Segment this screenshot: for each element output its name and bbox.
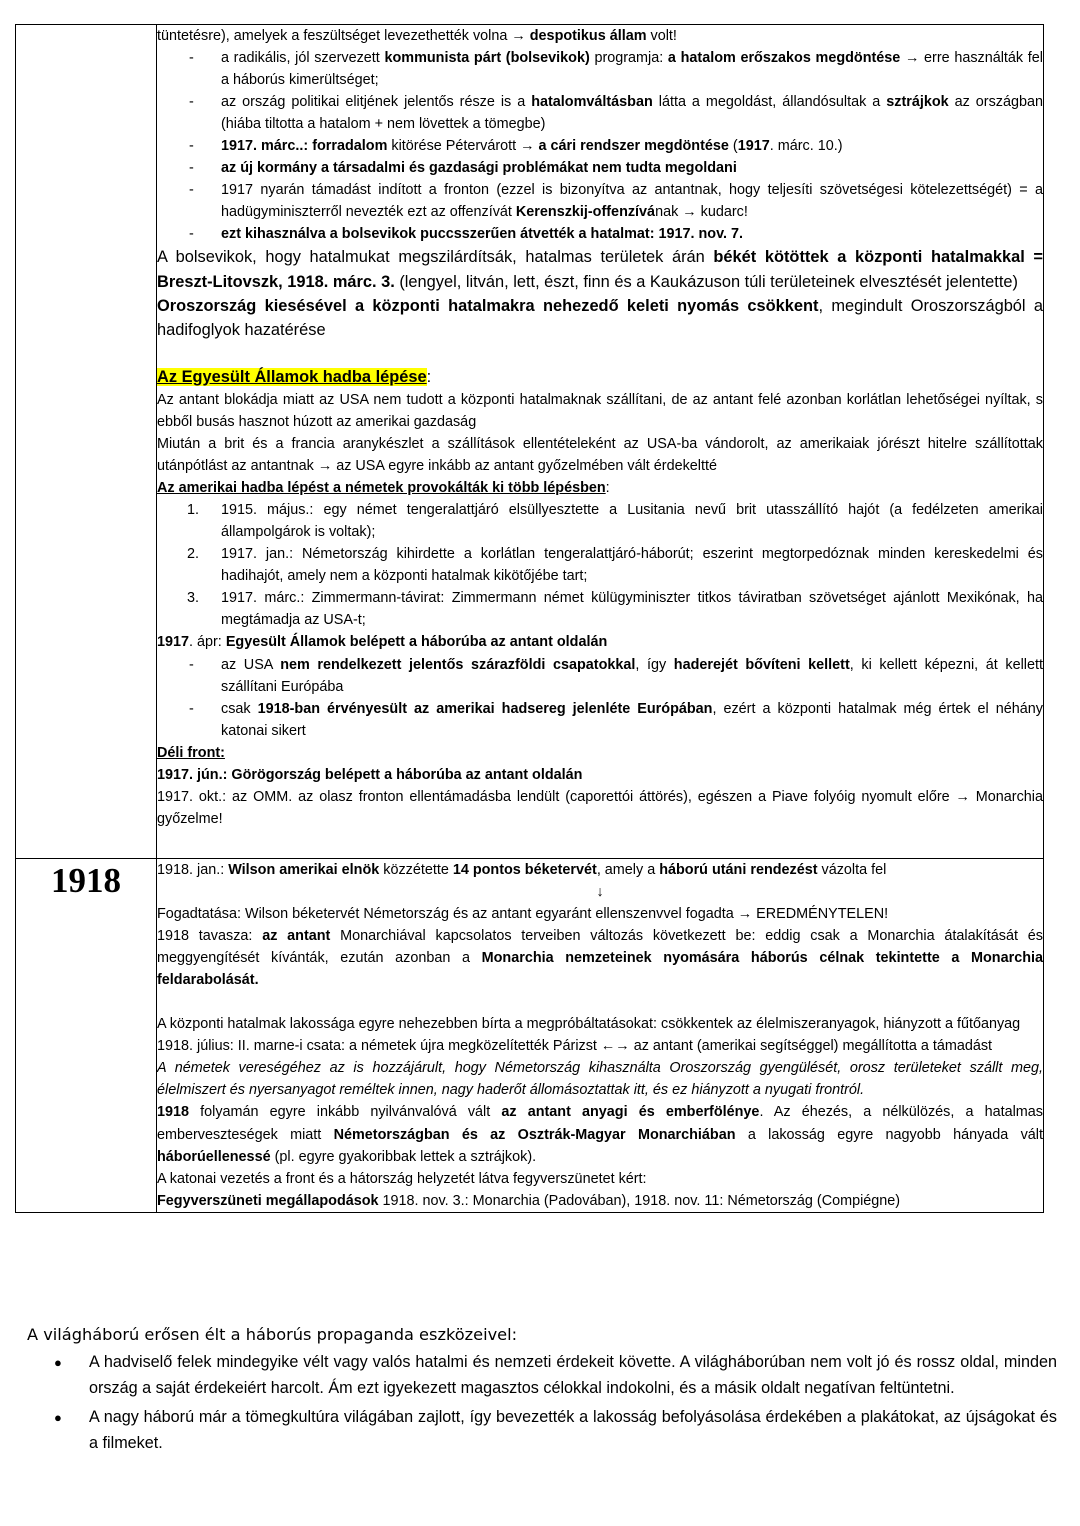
text-run: 1918	[157, 1104, 190, 1121]
list-item-text	[221, 587, 1043, 631]
dash-marker: -	[189, 700, 194, 717]
text-run: 1917. okt.: az OMM. az olasz fronton ellentámadásba lendült (caporettói áttörés), egészen a Piave folyóig nyomult előre → Monarchia győzelme!	[157, 788, 1043, 827]
text-run: haderejét bővíteni kellett	[673, 656, 850, 673]
text-run: folyamán egyre inkább nyilvánvalóvá vált	[189, 1104, 502, 1121]
text-run: 1917	[157, 634, 190, 651]
paragraph	[157, 631, 1043, 653]
paragraph	[157, 925, 1043, 991]
paragraph-large	[157, 245, 1043, 294]
list-item-text	[221, 698, 1043, 742]
paragraph	[157, 1168, 1043, 1190]
bullet-icon: ●	[54, 1355, 62, 1370]
text-run: sztrájkok	[886, 94, 949, 111]
text-run: tüntetésre), amelyek a feszültséget levezethették volna →	[157, 28, 530, 44]
text-run: az országban (hiába tiltotta a hatalom + nem lövettek a tömegbe)	[221, 94, 1043, 133]
list-item-text	[221, 499, 1043, 543]
notes-list	[27, 1350, 1057, 1457]
text-run: az új kormány a társadalmi és gazdasági problémákat nem tudta megoldani	[221, 160, 737, 177]
section-heading	[157, 365, 1043, 389]
paragraph	[157, 1035, 1043, 1057]
text-run: , amely a	[596, 862, 660, 878]
text-run: 1918-ban érvényesült az amerikai hadsereg jelenléte Európában	[257, 700, 713, 717]
dash-marker: -	[189, 94, 194, 111]
paragraph	[157, 764, 1043, 786]
content-cell	[157, 859, 1044, 1213]
text-run: .	[218, 766, 223, 783]
dash-list-item	[157, 47, 1043, 91]
numbered-list-item	[157, 587, 1043, 631]
text-run: 1917. márc..: forradalom	[221, 138, 388, 155]
text-run: 1917	[737, 138, 770, 155]
text-run: : Görögország belépett a háborúba az antant oldalán	[222, 766, 583, 783]
text-run: háború utáni rendezést	[659, 862, 818, 878]
text-run: 1918 tavasza:	[157, 928, 263, 945]
text-run: 1918. nov. 3.: Monarchia (Padovában), 1918. nov. 11: Németország (Compiégne)	[378, 1192, 901, 1209]
table-row	[16, 25, 1044, 859]
paragraph	[157, 389, 1043, 433]
paragraph	[157, 25, 1043, 47]
paragraph	[157, 1101, 1043, 1167]
text-run: kommunista párt (bolsevikok)	[384, 50, 590, 67]
text-run: :	[605, 480, 610, 497]
list-item-text	[221, 157, 1043, 179]
text-run: . ápr:	[189, 634, 226, 651]
dash-marker: -	[189, 160, 194, 177]
text-run: 1918. jan.:	[157, 862, 229, 878]
dash-marker: -	[189, 182, 194, 199]
text-run: Fegyverszüneti megállapodások	[157, 1192, 379, 1209]
text-run: az antant anyagi és emberfölénye	[501, 1104, 760, 1121]
text-run: kitörése Pétervárott →	[387, 138, 539, 155]
bullet-icon: ●	[54, 1410, 62, 1426]
text-run: . márc. 10.)	[769, 138, 843, 155]
year-cell	[16, 859, 157, 1213]
text-run: 1918. július: II. marne-i csata: a németek újra megközelítették Párizst ←→ az antant (amerikai segítséggel) megállította a támadást	[157, 1038, 993, 1055]
text-run: 1917 nyarán támadást indított a fronton (ezzel is bizonyítva az antantnak, hogy teljesíti szövetségesi kötelezettségét) = a hadügyminiszterről nevezték ezt az offenzívát	[221, 182, 1043, 221]
list-item-text	[221, 543, 1043, 587]
list-item-text	[221, 179, 1043, 223]
list-number: 3.	[187, 590, 200, 607]
text-run: Németországban és az Osztrák-Magyar Monarchiában	[333, 1126, 736, 1143]
spacer	[157, 991, 1043, 1013]
numbered-list-item	[157, 499, 1043, 543]
paragraph	[157, 1057, 1043, 1101]
text-run: A németek vereségéhez az is hozzájárult, hogy Németország kihasználta Oroszország gyengülését, orosz területeket szállt meg, élelmiszert és nyersanyagot reméltek innen, nagy haderőt állomásoztattak itt, és ez hiányzott a nyugati frontról.	[157, 1060, 1043, 1099]
numbered-list-item	[157, 543, 1043, 587]
text-run: volt!	[646, 28, 677, 44]
propaganda-notes	[27, 1322, 1057, 1461]
spacer	[157, 343, 1043, 365]
dash-list-item	[157, 135, 1043, 157]
dash-marker: -	[189, 50, 194, 67]
text-run: Egyesült Államok belépett a háborúba az antant oldalán	[225, 634, 608, 651]
text-run: a hatalom erőszakos megdöntése	[667, 50, 901, 67]
notes-list-item	[27, 1405, 1057, 1456]
history-table	[15, 24, 1044, 1213]
notes-list-item	[27, 1350, 1057, 1401]
text-run: 1917. jún	[157, 766, 219, 783]
text-run: (lengyel, litván, lett, észt, finn és a Kaukázuson túli területeinek elvesztését jelentette)	[394, 272, 1018, 291]
text-run: látta a megoldást, állandósultak a	[652, 94, 887, 111]
dash-list-item	[157, 698, 1043, 742]
text-run: Wilson amerikai elnök	[228, 862, 380, 878]
text-run: A központi hatalmak lakossága egyre nehezebben bírta a megpróbáltatásokat: csökkentek az élelmiszeranyagok, hiányzott a fűtőanyag	[157, 1016, 1021, 1033]
text-run: háborúellenessé	[157, 1148, 271, 1165]
text-run: a radikális, jól szervezett	[221, 50, 385, 67]
paragraph	[157, 1013, 1043, 1035]
text-run: (	[728, 138, 738, 155]
list-number: 2.	[187, 546, 200, 563]
list-item-text	[221, 91, 1043, 135]
text-run: (pl. egyre gyakoribbak lettek a sztrájkok).	[270, 1148, 537, 1165]
paragraph	[157, 903, 1043, 925]
list-item-text	[221, 654, 1043, 698]
text-run: Kerenszkij-offenzívá	[515, 204, 656, 221]
text-run: Oroszország kiesésével a központi hatalmakra nehezedő keleti nyomás csökkent	[157, 297, 819, 316]
text-run: . Az éhezés, a nélkülözés, a hatalmas emberveszteségek miatt	[157, 1104, 1043, 1143]
text-run: békét kötöttek a központi hatalmakkal = Breszt-Litovszk, 1918. márc. 3.	[157, 248, 1043, 291]
text-run: A katonai vezetés a front és a hátország helyzetét látva fegyverszünetet kért:	[157, 1170, 647, 1187]
list-item-text	[221, 223, 1043, 245]
paragraph	[157, 786, 1043, 830]
text-run: az antant	[262, 928, 331, 945]
text-run: a cári rendszer megdöntése	[538, 138, 729, 155]
list-item-text	[221, 135, 1043, 157]
paragraph	[157, 433, 1043, 477]
year-label: 1918	[51, 861, 121, 900]
text-run: Déli front:	[157, 744, 225, 761]
notes-item-text: A nagy háború már a tömegkultúra világában zajlott, így bevezették a lakosság befolyásolása érdekében a plakátokat, az újságokat és a filmeket.	[89, 1408, 1057, 1453]
notes-item-text: A hadviselő felek mindegyike vélt vagy valós hatalmi és nemzeti érdekeit követte. A világháborúban nem volt jó és rossz oldal, minden ország a saját érdekeiért harcolt. Ám ezt igyekezett magasztos célokkal indokolni, és a másik oldalt negatívan feltüntetni.	[89, 1353, 1057, 1397]
text-run: despotikus állam	[529, 28, 647, 44]
dash-list-item	[157, 91, 1043, 135]
text-run: csak	[221, 700, 258, 717]
highlighted-heading: Az Egyesült Államok hadba lépése	[157, 367, 427, 386]
text-run: vázolta fel	[817, 862, 887, 878]
dash-list-item	[157, 179, 1043, 223]
text-run: , ezért a központi hatalmak még értek el néhány katonai sikert	[221, 700, 1043, 739]
text-run: Az amerikai hadba lépést a németek provokálták ki több lépésben	[157, 480, 606, 497]
text-run: Monarchiával kapcsolatos terveiben változás következett be: eddig csak a Monarchia átalakítását és meggyengítését kívánták, ezután azonban a	[157, 928, 1043, 967]
text-run: → erre használták fel a háborús kimerültséget;	[221, 50, 1043, 89]
dash-marker: -	[189, 226, 194, 243]
paragraph	[157, 477, 1043, 499]
paragraph	[157, 742, 1043, 764]
text-run: , ki kellett képezni, át kellett szállítani Európába	[221, 656, 1043, 695]
year-cell	[16, 25, 157, 859]
text-run: ezt kihasználva a bolsevikok puccsszerűen átvették a hatalmat: 1917. nov. 7.	[221, 226, 744, 243]
text-run: az USA	[221, 656, 281, 673]
text-run: közzétette	[379, 862, 453, 878]
dash-list-item	[157, 223, 1043, 245]
paragraph	[157, 859, 1043, 881]
dash-list-item	[157, 157, 1043, 179]
text-run: Monarchia nemzeteinek nyomására háborús célnak tekintette a Monarchia feldarabolását.	[157, 950, 1043, 989]
text-run: nak → kudarc!	[655, 204, 748, 221]
text-run: 1917. jan.: Németország kihirdette a korlátlan tengeralattjáró-háborút; eszerint megtorpedóznak minden kereskedelmi és hadihajót, amely nem a központi hatalmak kikötőjébe tart;	[221, 546, 1043, 585]
text-run: Fogadtatása: Wilson béketervét Németország és az antant egyaránt ellenszenvvel fogadta → EREDMÉNYTELEN!	[157, 906, 889, 923]
list-item-text	[221, 47, 1043, 91]
text-run: 1917. márc.: Zimmermann-távirat: Zimmermann német külügyminiszter titkos táviratban szövetséget ajánlott Mexikónak, ha megtámadja az USA-t;	[221, 590, 1043, 629]
content-cell	[157, 25, 1044, 859]
text-run: Az antant blokádja miatt az USA nem tudott a központi hatalmaknak szállítani, de az antant felé azonban korlátlan lehetőségei nyíltak, s ebből busás hasznot húzott az amerikai gazdaság	[157, 391, 1043, 430]
text-run: A bolsevikok, hogy hatalmukat megszilárdítsák, hatalmas területek árán	[157, 248, 714, 267]
text-run: 1915. május.: egy német tengeralattjáró elsüllyesztette a Lusitania nevű brit utasszállító hajót (a fedélzeten amerikai állampolgárok is voltak);	[221, 502, 1043, 541]
text-run: , megindult Oroszországból a hadifoglyok hazatérése	[157, 297, 1044, 340]
text-run: a lakosság egyre nagyobb hányada vált	[735, 1126, 1043, 1143]
heading-suffix: :	[426, 367, 432, 386]
dash-list-item	[157, 654, 1043, 698]
table-row	[16, 859, 1044, 1213]
notes-heading: A világháború erősen élt a háborús propaganda eszközeivel:	[27, 1325, 518, 1344]
text-run: nem rendelkezett jelentős szárazföldi csapatokkal	[280, 656, 636, 673]
dash-marker: -	[189, 656, 194, 673]
text-run: , így	[635, 656, 674, 673]
text-run: Miután a brit és a francia aranykészlet a szállítások ellentételeként az USA-ba vándorolt, az amerikaiak jórészt hitelre szállítottak utánpótlást az antantnak → az USA egyre inkább az antant győzelmében vált érdekeltté	[157, 436, 1043, 475]
list-number: 1.	[187, 502, 200, 519]
text-run: hatalomváltásban	[531, 94, 653, 111]
text-run: programja:	[589, 50, 668, 67]
down-arrow-icon: ↓	[596, 884, 604, 901]
paragraph-large	[157, 294, 1043, 343]
paragraph	[157, 1190, 1043, 1212]
text-run: az ország politikai elitjének jelentős része is a	[221, 94, 532, 111]
text-run: 14 pontos béketervét	[452, 862, 597, 878]
dash-marker: -	[189, 138, 194, 155]
